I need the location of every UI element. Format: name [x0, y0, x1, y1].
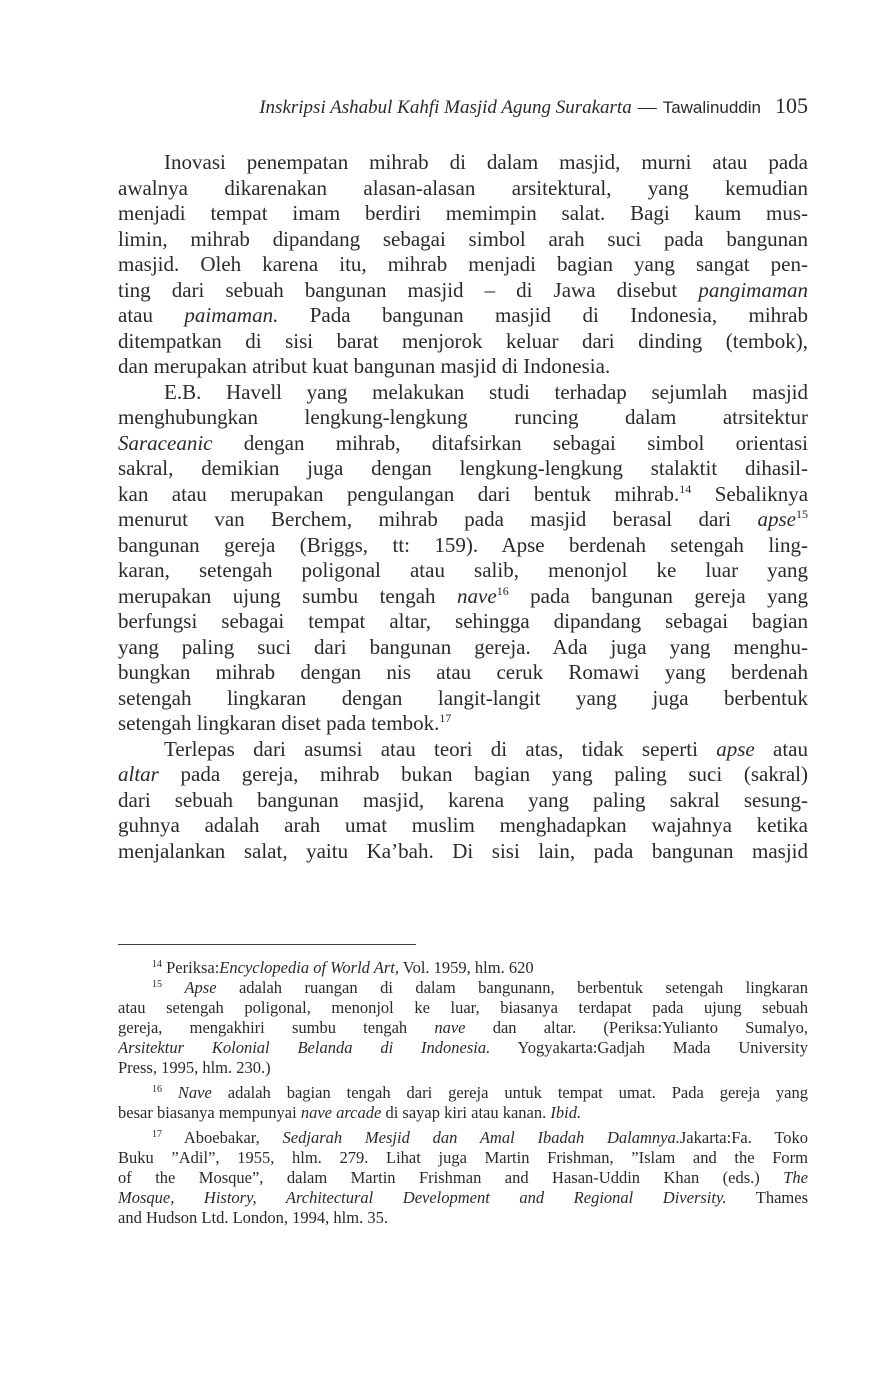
footnote-ref-15[interactable]: 15 — [796, 507, 808, 521]
text-run: Aboebakar, — [162, 1128, 283, 1147]
text-run: merupakan ujung sumbu tengah — [118, 583, 458, 608]
paragraph-line: awalnya dikarenakan alasan-alasan arsitektural, yang kemudian — [118, 175, 808, 200]
text-run: atau — [754, 736, 808, 761]
text-run: Pada bangunan masjid di Indonesia, mihrab — [278, 303, 808, 327]
text-run: Sebaliknya — [691, 481, 808, 506]
italic-term: Nave — [177, 1083, 212, 1102]
running-header-author: Tawalinuddin — [662, 98, 761, 117]
footnote-line: Buku ”Adil”, 1955, hlm. 279. Lihat juga Martin Frishman, ”Islam and the Form — [118, 1148, 808, 1167]
footnote-line — [118, 1038, 808, 1058]
paragraph-line: menghubungkan lengkung-lengkung runcing dalam atrsitektur — [118, 405, 808, 429]
paragraph-2 — [118, 380, 808, 737]
footnote-14 — [118, 958, 808, 978]
footnote-line — [118, 1083, 808, 1103]
paragraph-line: menjadi tempat imam berdiri memimpin salat. Bagi kaum mus- — [118, 201, 808, 225]
footnote-line — [118, 1018, 808, 1038]
text-run: Jakarta:Fa. Toko — [679, 1128, 808, 1147]
italic-term: Ibid. — [550, 1103, 582, 1122]
footnote-line — [118, 1188, 808, 1208]
italic-term: paimaman. — [184, 303, 279, 327]
footnote-divider — [118, 944, 416, 945]
paragraph-line: masjid. Oleh karena itu, mihrab menjadi bagian yang sangat pen- — [118, 252, 808, 276]
italic-term: apse — [716, 736, 755, 761]
running-header-separator: — — [637, 97, 657, 118]
paragraph-line: dan merupakan atribut kuat bangunan masjid di Indonesia. — [118, 354, 611, 378]
running-header-title: Inskripsi Ashabul Kahfi Masjid Agung Surakarta — [259, 97, 632, 118]
text-run: Vol. 1959, hlm. 620 — [398, 958, 534, 977]
paragraph-line: guhnya adalah arah umat muslim menghadapkan wajahnya ketika — [118, 813, 808, 837]
text-run: menurut van Berchem, mihrab pada masjid berasal dari — [118, 507, 758, 531]
text-run: kan atau merupakan pengulangan dari bentuk mihrab. — [118, 481, 680, 506]
footnote-ref-16[interactable]: 16 — [496, 583, 509, 598]
italic-term: nave arcade — [300, 1103, 382, 1122]
footnote-line: and Hudson Ltd. London, 1994, hlm. 35. — [118, 1208, 388, 1227]
paragraph-1 — [118, 150, 808, 380]
page-number: 105 — [775, 93, 808, 118]
footnote-17 — [118, 1128, 808, 1228]
paragraph-line — [118, 711, 808, 737]
text-run: adalah ruangan di dalam bangunann, berbentuk setengah lingkaran — [216, 978, 808, 997]
paragraph-line: yang paling suci dari bangunan gereja. Ada juga yang menghu- — [118, 634, 808, 659]
footnote-line — [118, 1128, 808, 1148]
text-run: dan altar. (Periksa:Yulianto Sumalyo, — [465, 1018, 808, 1037]
paragraph-line: dari sebuah bangunan masjid, karena yang paling sakral sesung- — [118, 787, 808, 812]
footnote-line — [118, 1168, 808, 1188]
italic-term: nave — [457, 583, 497, 608]
text-run: setengah lingkaran diset pada tembok. — [118, 711, 440, 735]
text-run: Periksa: — [162, 958, 220, 977]
italic-title: Mosque, History, Architectural Development and Regional Diversity. — [118, 1188, 727, 1207]
text-run: atau — [118, 303, 185, 327]
footnote-line — [118, 978, 808, 998]
paragraph-line: setengah lingkaran dengan langit-langit yang juga berbentuk — [118, 685, 808, 710]
paragraph-line: Inovasi penempatan mihrab di dalam masjid, murni atau pada — [164, 150, 808, 174]
italic-title: Encyclopedia of World Art, — [219, 958, 399, 977]
italic-term: Saraceanic — [118, 430, 213, 455]
text-run: pada bangunan gereja yang — [508, 583, 808, 608]
footnote-16 — [118, 1083, 808, 1123]
body-text — [118, 150, 808, 864]
text-run: gereja, mengakhiri sumbu tengah — [118, 1018, 435, 1037]
italic-title: Sedjarah Mesjid dan Amal Ibadah Dalamnya. — [282, 1128, 680, 1147]
italic-term: altar — [118, 762, 159, 786]
footnote-number: 14 — [152, 959, 162, 970]
footnote-ref-14[interactable]: 14 — [679, 481, 692, 496]
paragraph-line — [118, 431, 808, 457]
footnote-ref-17[interactable]: 17 — [439, 711, 452, 725]
footnote-line — [118, 1103, 808, 1123]
paragraph-line — [118, 278, 808, 304]
text-run: besar biasanya mempunyai — [118, 1103, 301, 1122]
paragraph-3 — [118, 737, 808, 865]
text-run: ting dari sebuah bangunan masjid – di Jawa disebut — [118, 277, 699, 302]
text-run: di sayap kiri atau kanan. — [381, 1103, 551, 1122]
paragraph-line: sakral, demikian juga dengan lengkung-lengkung stalaktit dihasil- — [118, 456, 808, 480]
text-run: Thames — [726, 1188, 808, 1207]
paragraph-line: berfungsi sebagai tempat altar, sehingga dipandang sebagai bagian — [118, 609, 808, 633]
footnote-number: 16 — [152, 1084, 162, 1095]
footnote-line: Press, 1995, hlm. 230.) — [118, 1058, 271, 1077]
paragraph-line: E.B. Havell yang melakukan studi terhadap sejumlah masjid — [164, 379, 808, 404]
paragraph-line: limin, mihrab dipandang sebagai simbol arah suci pada bangunan — [118, 226, 808, 251]
paragraph-line — [118, 737, 808, 763]
paragraph-line: bangunan gereja (Briggs, tt: 159). Apse berdenah setengah ling- — [118, 532, 808, 557]
footnote-number: 15 — [152, 979, 162, 990]
paragraph-line — [118, 303, 808, 329]
text-run: adalah bagian tengah dari gereja untuk tempat umat. Pada gereja yang — [211, 1083, 808, 1102]
running-header — [118, 93, 808, 123]
italic-term: pangimaman — [698, 277, 808, 302]
paragraph-line — [118, 482, 808, 508]
italic-term: Apse — [184, 978, 217, 997]
paragraph-line: ditempatkan di sisi barat menjorok keluar dari dinding (tembok), — [118, 328, 808, 353]
italic-title: Arsitektur Kolonial Belanda di Indonesia. — [118, 1038, 491, 1057]
paragraph-line — [118, 507, 808, 533]
text-run: Terlepas dari asumsi atau teori di atas, tidak seperti — [164, 736, 717, 761]
paragraph-line: menjalankan salat, yaitu Ka’bah. Di sisi lain, pada bangunan masjid — [118, 838, 808, 863]
paragraph-line: bungkan mihrab dengan nis atau ceruk Romawi yang berdenah — [118, 660, 808, 684]
italic-title: The — [783, 1168, 808, 1187]
footnotes — [118, 958, 808, 1228]
italic-term: apse — [757, 507, 796, 531]
text-run: pada gereja, mihrab bukan bagian yang paling suci (sakral) — [158, 762, 808, 786]
footnote-line: atau setengah poligonal, menonjol ke luar, biasanya terdapat pada ujung sebuah — [118, 998, 808, 1017]
footnote-15 — [118, 978, 808, 1078]
footnote-number: 17 — [152, 1129, 162, 1140]
text-run: of the Mosque”, dalam Martin Frishman and Hasan-Uddin Khan (eds.) — [118, 1168, 784, 1187]
paragraph-line: karan, setengah poligonal atau salib, menonjol ke luar yang — [118, 558, 808, 582]
italic-term: nave — [434, 1018, 466, 1037]
paragraph-line — [118, 762, 808, 788]
text-run: dengan mihrab, ditafsirkan sebagai simbol orientasi — [212, 430, 808, 455]
paragraph-line — [118, 584, 808, 610]
text-run: Yogyakarta:Gadjah Mada University — [490, 1038, 808, 1057]
